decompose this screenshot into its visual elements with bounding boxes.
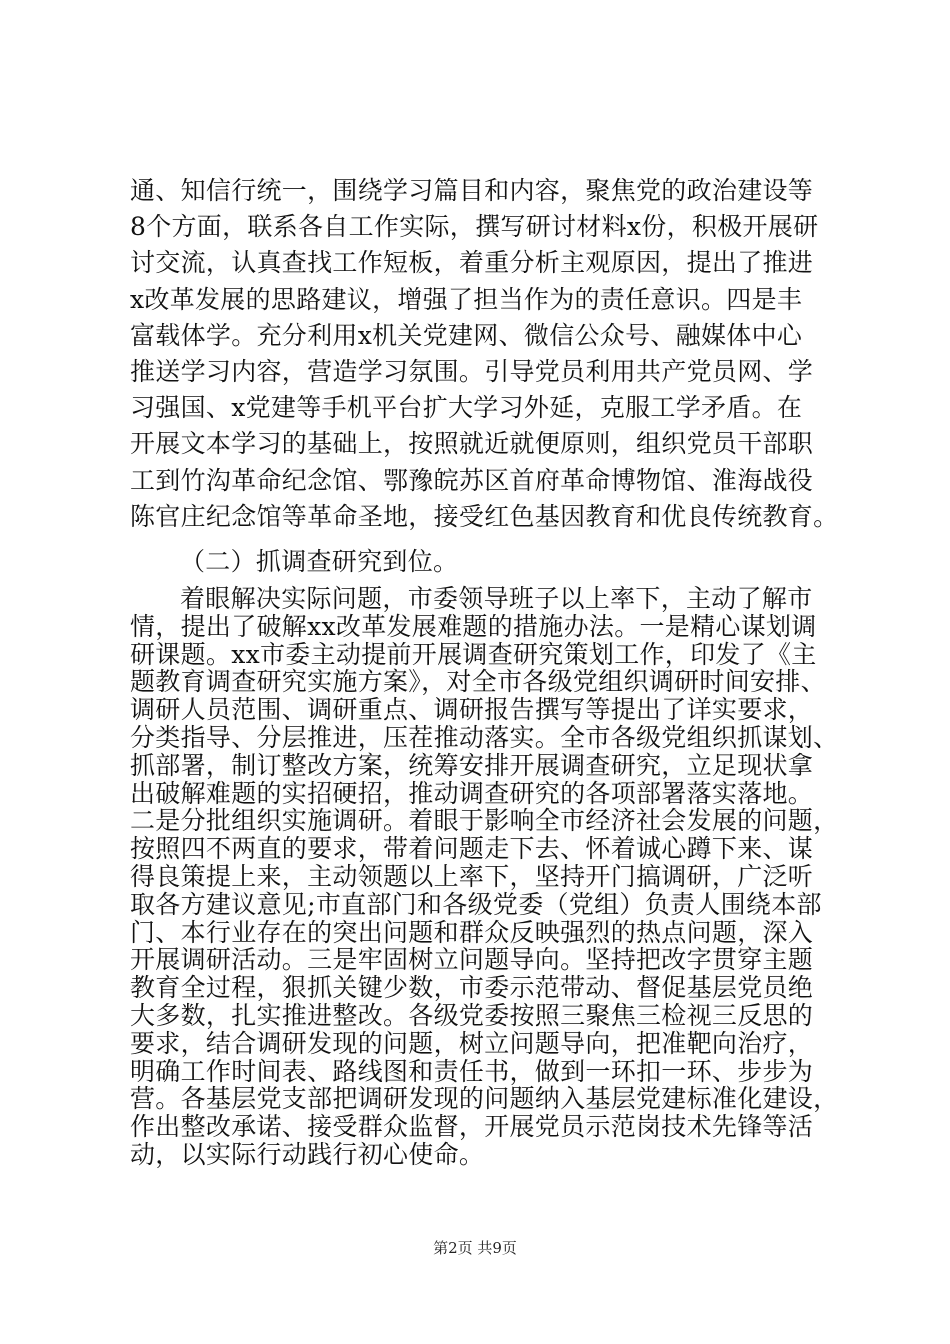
- paragraph-line: 情，提出了破解xx改革发展难题的措施办法。一是精心谋划调: [130, 612, 817, 641]
- paragraph-line: 取各方建议意见;市直部门和各级党委（党组）负责人围绕本部: [130, 890, 822, 919]
- paragraph-line: 动，以实际行动践行初心使命。: [130, 1140, 485, 1169]
- paragraph-line: 陈官庄纪念馆等革命圣地，接受红色基因教育和优良传统教育。: [130, 502, 839, 531]
- paragraph-line: 题教育调查研究实施方案》，对全市各级党组织调研时间安排、: [130, 667, 826, 696]
- paragraph-line: 营。各基层党支部把调研发现的问题纳入基层党建标准化建设，: [130, 1084, 839, 1113]
- paragraph-line: 明确工作时间表、路线图和责任书，做到一环扣一环、步步为: [130, 1057, 814, 1086]
- paragraph-line: x改革发展的思路建议，增强了担当作为的责任意识。四是丰: [130, 285, 803, 314]
- paragraph-line: 教育全过程，狠抓关键少数，市委示范带动、督促基层党员绝: [130, 973, 814, 1002]
- paragraph-line: 通、知信行统一，围绕学习篇目和内容，聚焦党的政治建设等: [130, 176, 814, 205]
- paragraph-line: 推送学习内容，营造学习氛围。引导党员利用共产党员网、学: [130, 357, 814, 386]
- paragraph-line: 出破解难题的实招硬招，推动调查研究的各项部署落实落地。: [130, 779, 814, 808]
- paragraph-line: 开展调研活动。三是牢固树立问题导向。坚持把改字贯穿主题: [130, 945, 814, 974]
- paragraph-line: 工到竹沟革命纪念馆、鄂豫皖苏区首府革命博物馆、淮海战役: [130, 466, 814, 495]
- paragraph-line: 研课题。xx市委主动提前开展调查研究策划工作，印发了《主: [130, 640, 817, 669]
- paragraph-line: 作出整改承诺、接受群众监督，开展党员示范岗技术先锋等活: [130, 1112, 814, 1141]
- paragraph-line: 要求，结合调研发现的问题，树立问题导向，把准靶向治疗，: [130, 1029, 814, 1058]
- paragraph-line: 按照四不两直的要求，带着问题走下去、怀着诚心蹲下来、谋: [130, 834, 814, 863]
- paragraph-line: 调研人员范围、调研重点、调研报告撰写等提出了详实要求，: [130, 695, 814, 724]
- paragraph-line: 讨交流，认真查找工作短板，着重分析主观原因，提出了推进: [130, 248, 814, 277]
- paragraph-line: 大多数，扎实推进整改。各级党委按照三聚焦三检视三反思的: [130, 1001, 814, 1030]
- paragraph-line: 着眼解决实际问题，市委领导班子以上率下，主动了解市: [180, 584, 813, 613]
- paragraph-line: 富载体学。充分利用x机关党建网、微信公众号、融媒体中心: [130, 321, 803, 350]
- section-heading: （二）抓调查研究到位。: [180, 547, 459, 576]
- paragraph-line: 得良策提上来，主动领题以上率下，坚持开门搞调研，广泛听: [130, 862, 814, 891]
- paragraph-line: 开展文本学习的基础上，按照就近就便原则，组织党员干部职: [130, 429, 814, 458]
- paragraph-line: 分类指导、分层推进，压茬推动落实。全市各级党组织抓谋划、: [130, 723, 839, 752]
- paragraph-line: 习强国、x党建等手机平台扩大学习外延，克服工学矛盾。在: [130, 393, 803, 422]
- paragraph-line: 二是分批组织实施调研。着眼于影响全市经济社会发展的问题，: [130, 806, 839, 835]
- paragraph-line: 8个方面，联系各自工作实际，撰写研讨材料x份，积极开展研: [130, 212, 819, 241]
- paragraph-line: 抓部署，制订整改方案，统筹安排开展调查研究，立足现状拿: [130, 751, 814, 780]
- page-footer: 第2页 共9页: [433, 1239, 517, 1257]
- paragraph-line: 门、本行业存在的突出问题和群众反映强烈的热点问题，深入: [130, 918, 814, 947]
